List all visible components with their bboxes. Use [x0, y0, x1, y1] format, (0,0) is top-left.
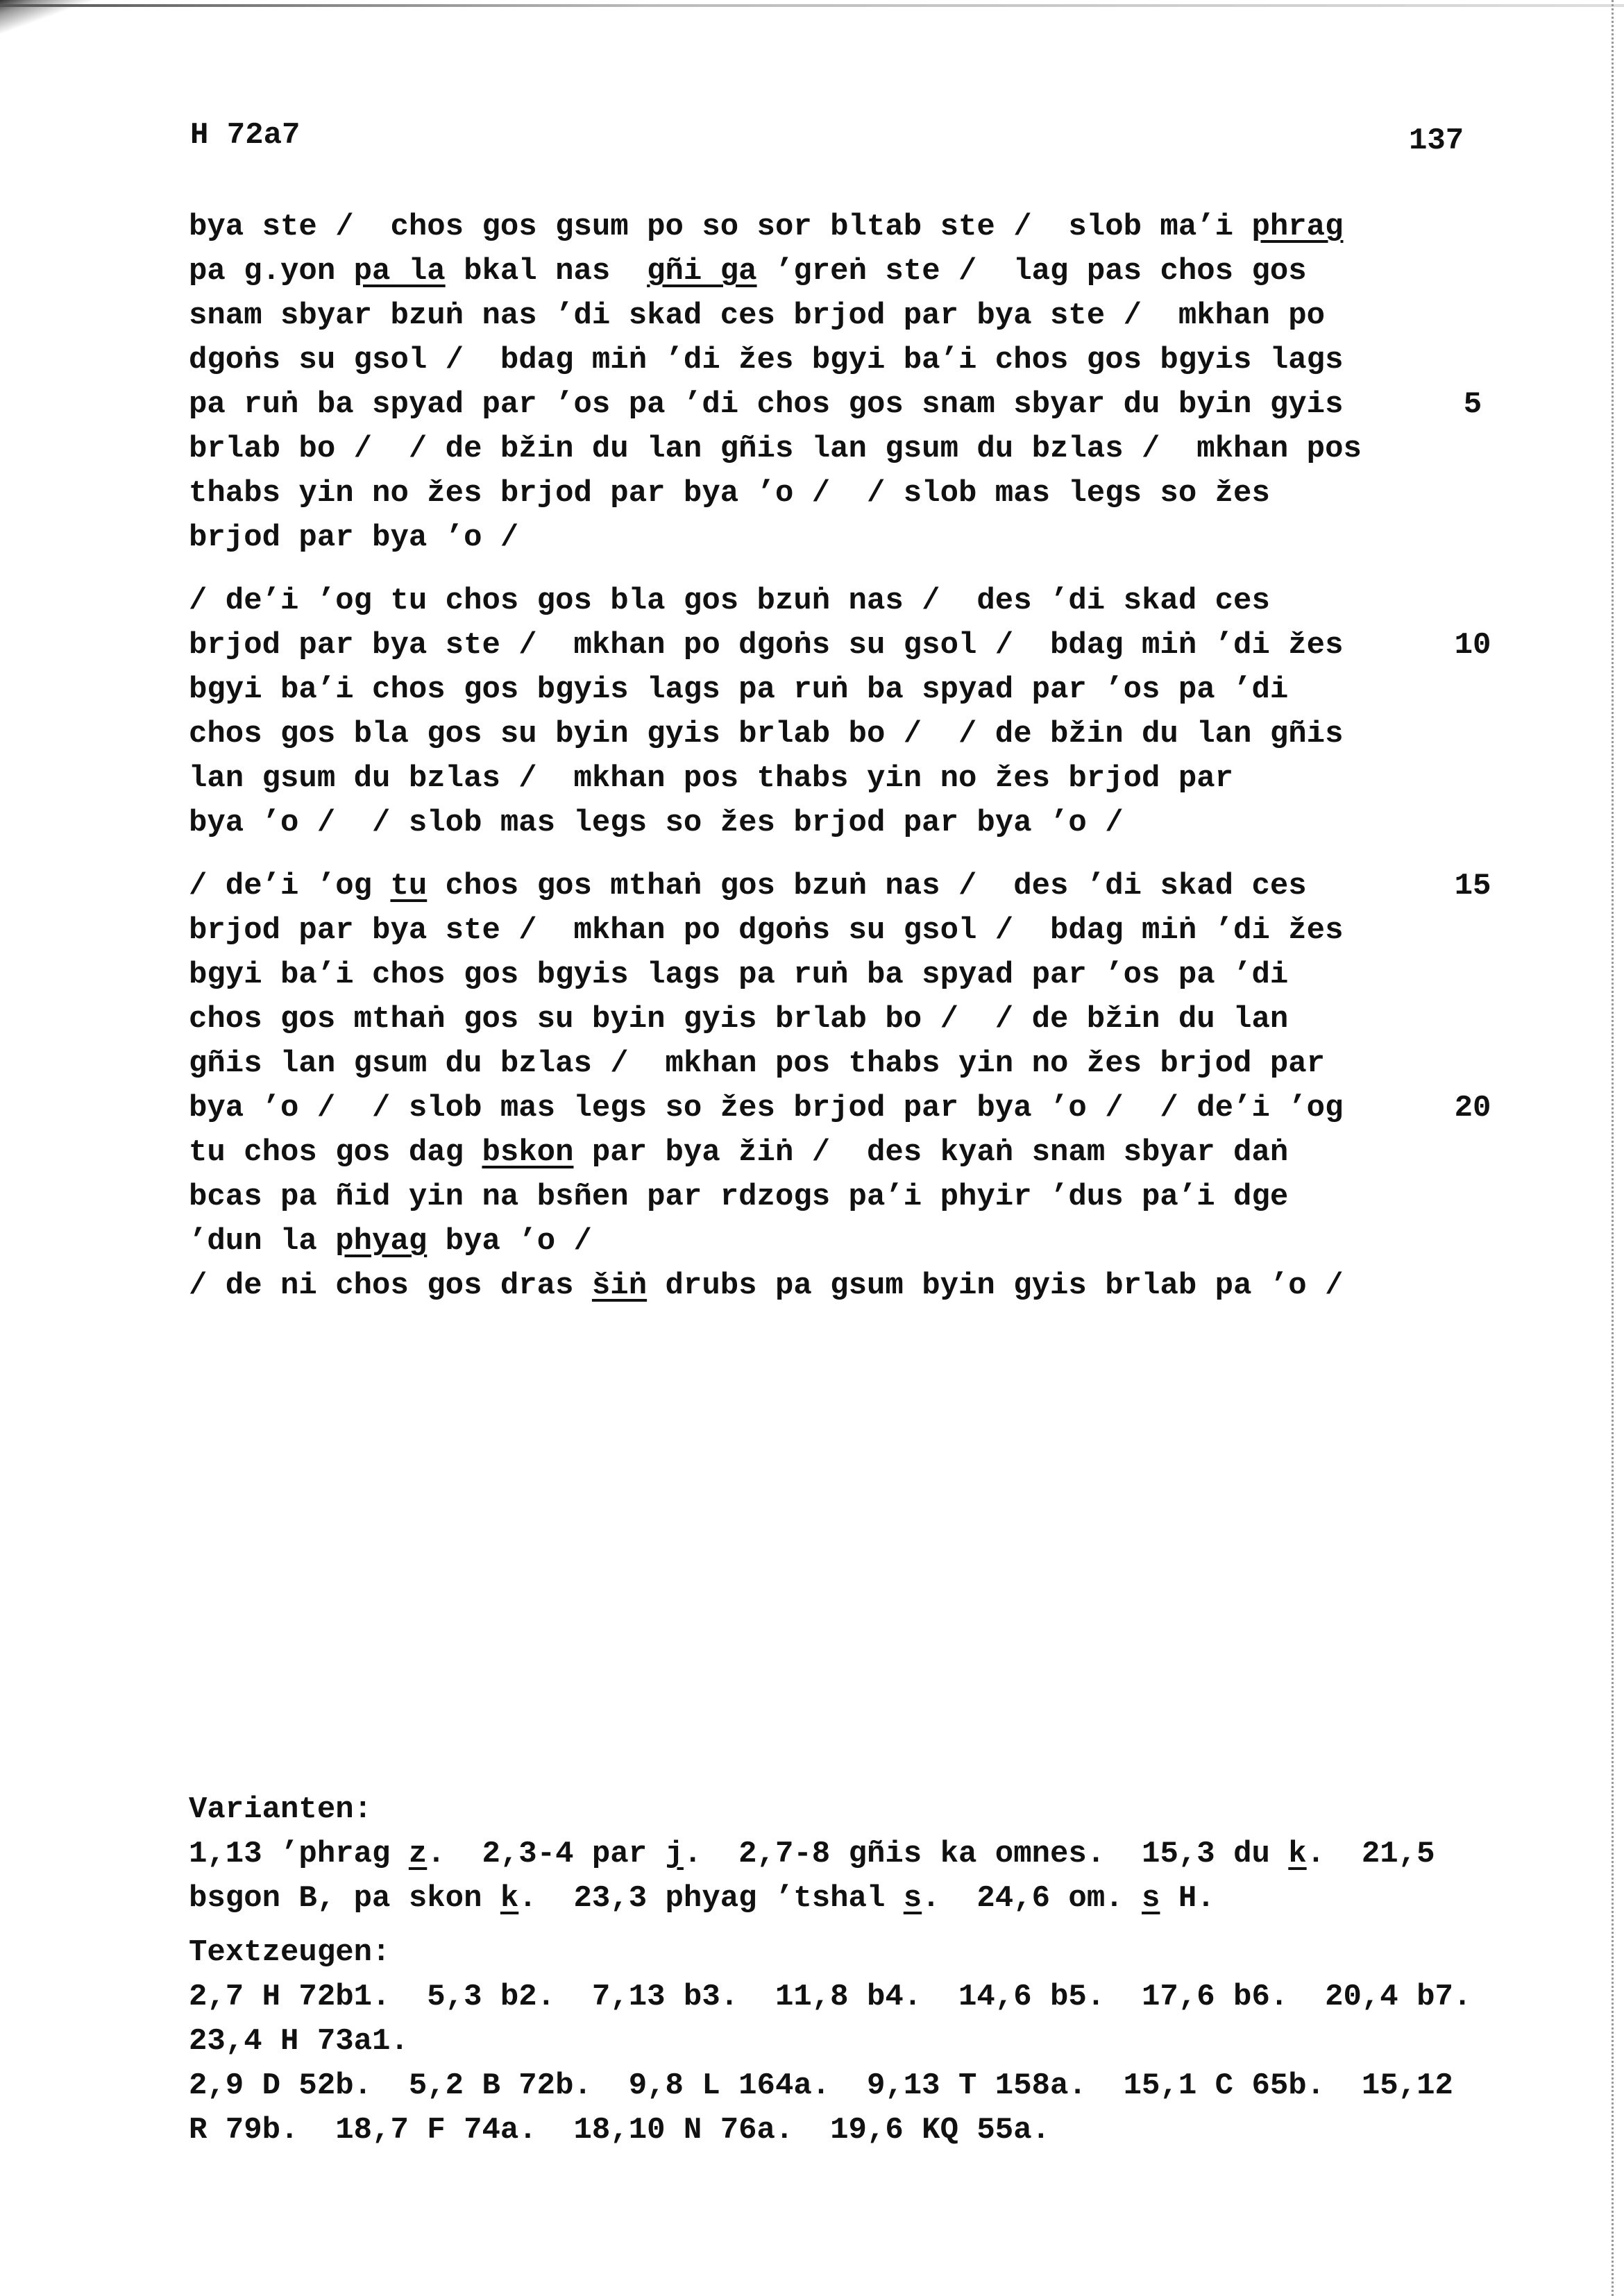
underlined-text: pa la	[353, 254, 446, 289]
text-segment: / de’i ’og tu chos gos bla gos bzuṅ nas / des ’di skad ces	[189, 584, 1270, 618]
text-line	[189, 1086, 1491, 1130]
text-line	[189, 953, 1344, 997]
text-segment: par bya žiṅ / des kyaṅ snam sbyar daṅ	[573, 1135, 1289, 1170]
underlined-text: gñi ga	[647, 254, 757, 289]
text-line	[189, 997, 1344, 1041]
text-segment: brjod par bya ste / mkhan po dgoṅs su gsol / bdag miṅ ’di žes	[189, 628, 1344, 663]
text-segment: 2,7 H 72b1. 5,3 b2. 7,13 b3. 11,8 b4. 14,6 b5. 17,6 b6. 20,4 b7.	[189, 1980, 1472, 2014]
text-line	[189, 579, 1343, 623]
text-segment: . 24,6 om.	[922, 1881, 1142, 1916]
text-segment: ’dun la	[189, 1224, 336, 1259]
underlined-text: šiṅ	[591, 1268, 648, 1303]
text-segment: 2,9 D 52b. 5,2 B 72b. 9,8 L 164a. 9,13 T 158a. 15,1 C 65b. 15,12	[189, 2068, 1453, 2103]
paragraph-1	[189, 205, 1482, 560]
text-line	[189, 1130, 1344, 1175]
underlined-text: s	[1142, 1881, 1160, 1916]
text-segment: bkal nas	[445, 254, 648, 289]
underlined-text: bskon	[482, 1135, 574, 1170]
text-segment: gñis lan gsum du bzlas / mkhan pos thabs yin no žes brjod par	[189, 1046, 1326, 1081]
text-segment: H.	[1160, 1881, 1215, 1916]
text-segment: Textzeugen:	[189, 1935, 391, 1970]
underlined-text: tu	[390, 869, 428, 903]
text-segment: ’greṅ ste / lag pas chos gos	[756, 254, 1307, 289]
text-segment: pa ruṅ ba spyad par ’os pa ’di chos gos snam sbyar du byin gyis	[189, 387, 1344, 422]
spacer	[189, 1921, 1471, 1930]
text-line	[189, 427, 1362, 471]
text-segment: brlab bo / / de bžin du lan gñis lan gsum du bzlas / mkhan pos	[189, 432, 1362, 466]
page-number: 137	[1409, 124, 1464, 158]
text-line	[189, 864, 1491, 908]
text-line	[189, 1876, 1471, 1921]
text-line	[189, 756, 1343, 801]
text-segment: tu chos gos dag	[189, 1135, 482, 1170]
text-line	[189, 801, 1343, 845]
text-segment: bya ’o / / slob mas legs so žes brjod par bya ’o / / de’i ’og	[189, 1091, 1344, 1125]
text-segment: R 79b. 18,7 F 74a. 18,10 N 76a. 19,6 KQ 55a.	[189, 2113, 1051, 2148]
text-line	[189, 623, 1491, 667]
underlined-text: s	[903, 1881, 922, 1916]
text-segment: . 23,3 phyag ’tshal	[518, 1881, 904, 1916]
text-line	[189, 249, 1362, 294]
scan-right-edge	[1612, 0, 1616, 2296]
line-number: 15	[1454, 869, 1491, 903]
text-line	[189, 908, 1344, 953]
text-segment: dgoṅs su gsol / bdag miṅ ’di žes bgyi ba’i chos gos bgyis lags	[189, 343, 1344, 377]
underlined-text: phrag	[1251, 210, 1344, 244]
text-segment: bgyi ba’i chos gos bgyis lags pa ruṅ ba spyad par ’os pa ’di	[189, 958, 1289, 992]
text-segment: snam sbyar bzuṅ nas ’di skad ces brjod par bya ste / mkhan po	[189, 298, 1326, 333]
text-segment: chos gos mthaṅ gos bzuṅ nas / des ’di skad ces	[427, 869, 1307, 903]
text-segment: bya ’o /	[427, 1224, 592, 1259]
text-line	[189, 2108, 1471, 2152]
text-line	[189, 338, 1362, 382]
text-line	[189, 516, 1362, 560]
text-line	[189, 1175, 1344, 1219]
apparatus-notes	[189, 1787, 1471, 2152]
text-segment: thabs yin no žes brjod par bya ’o / / slob mas legs so žes	[189, 476, 1270, 511]
text-segment: bsgon B, pa skon	[189, 1881, 500, 1916]
text-line	[189, 382, 1482, 427]
underlined-text: k	[1288, 1837, 1307, 1871]
text-line	[189, 1219, 1344, 1264]
text-line	[189, 205, 1362, 249]
paragraph-3	[189, 864, 1491, 1308]
text-segment: . 2,3-4 par	[427, 1837, 666, 1871]
text-segment: chos gos bla gos su byin gyis brlab bo / / de bžin du lan gñis	[189, 717, 1344, 751]
text-line	[189, 712, 1343, 756]
text-segment: 23,4 H 73a1.	[189, 2024, 409, 2059]
text-segment: . 21,5	[1306, 1837, 1435, 1871]
text-line	[189, 1975, 1471, 2019]
underlined-text: j	[665, 1837, 684, 1871]
text-line	[189, 1832, 1471, 1876]
underlined-text: z	[408, 1837, 428, 1871]
text-segment: bya ste / chos gos gsum po so sor bltab ste / slob ma’i	[189, 210, 1252, 244]
text-segment: Varianten:	[189, 1792, 373, 1827]
text-segment: / de ni chos gos dras	[189, 1268, 592, 1303]
text-segment: 1,13 ’phrag	[189, 1837, 409, 1871]
line-number: 20	[1454, 1091, 1491, 1125]
text-segment: bcas pa ñid yin na bsñen par rdzogs pa’i phyir ’dus pa’i dge	[189, 1180, 1289, 1214]
line-number: 5	[1463, 387, 1482, 422]
text-segment: pa g.yon	[189, 254, 354, 289]
text-segment: brjod par bya ’o /	[189, 520, 519, 555]
text-segment: . 2,7-8 gñis ka omnes. 15,3 du	[683, 1837, 1289, 1871]
scan-top-edge	[0, 4, 1624, 7]
text-segment: brjod par bya ste / mkhan po dgoṅs su gsol / bdag miṅ ’di žes	[189, 913, 1344, 948]
text-line	[189, 2019, 1471, 2064]
line-number: 10	[1454, 628, 1491, 663]
text-line	[189, 1787, 1471, 1832]
paragraph-2	[189, 579, 1491, 845]
text-line	[189, 667, 1343, 712]
text-line	[189, 2064, 1471, 2108]
text-segment: bgyi ba’i chos gos bgyis lags pa ruṅ ba spyad par ’os pa ’di	[189, 672, 1289, 707]
text-line	[189, 1264, 1344, 1308]
text-line	[189, 471, 1362, 516]
text-segment: drubs pa gsum byin gyis brlab pa ’o /	[647, 1268, 1344, 1303]
underlined-text: k	[500, 1881, 519, 1916]
text-segment: chos gos mthaṅ gos su byin gyis brlab bo / / de bžin du lan	[189, 1002, 1289, 1037]
text-segment: lan gsum du bzlas / mkhan pos thabs yin no žes brjod par	[189, 761, 1234, 796]
text-segment: / de’i ’og	[189, 869, 391, 903]
text-line	[189, 1041, 1344, 1086]
text-line	[189, 1930, 1471, 1975]
text-segment: bya ’o / / slob mas legs so žes brjod par bya ’o /	[189, 806, 1124, 840]
running-header: H 72a7	[190, 118, 301, 153]
text-line	[189, 294, 1362, 338]
underlined-text: phyag	[335, 1224, 428, 1259]
